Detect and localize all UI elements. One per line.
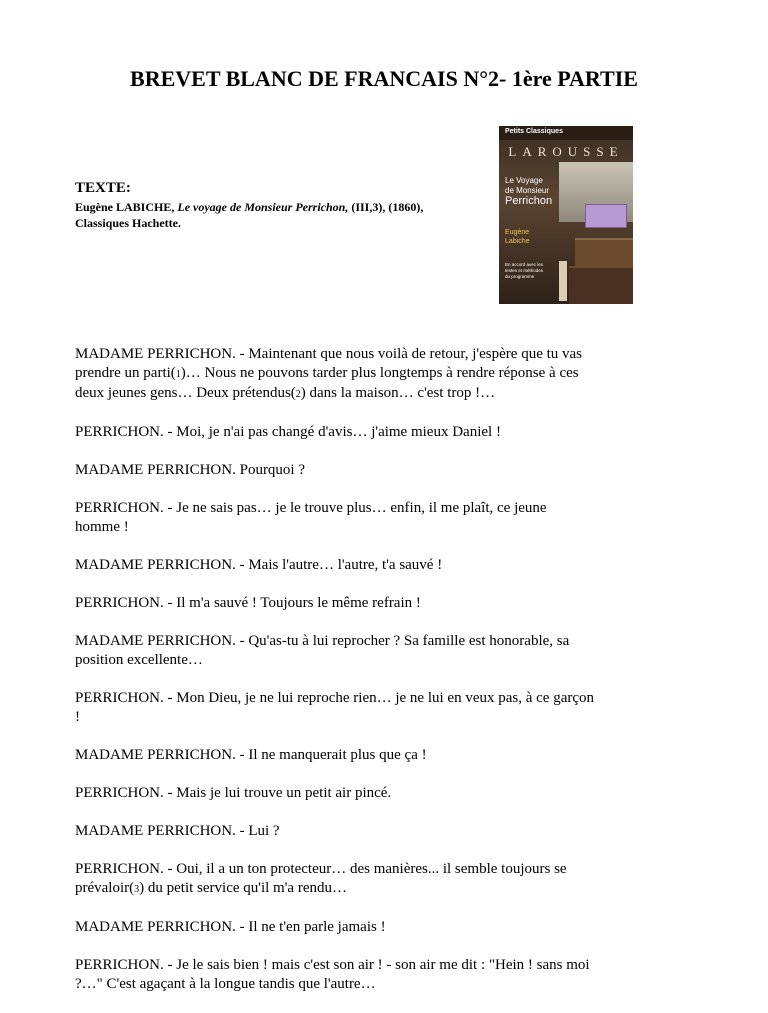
dialogue-line: PERRICHON. - Je ne sais pas… je le trouve plus… enfin, il me plaît, ce jeune homme ! [75,500,547,535]
dialogue-line: MADAME PERRICHON. Pourquoi ? [75,462,306,478]
source-work: Le voyage de Monsieur Perrichon, [177,200,349,214]
dialogue-line: PERRICHON. - Mais je lui trouve un petit air pincé. [75,785,392,801]
book-cover [499,126,633,304]
dialogue-line: MADAME PERRICHON. - Il ne manquerait plus que ça ! [75,747,427,763]
cover-author-last: Labiche [505,238,530,245]
cover-author [505,228,530,246]
page-title: BREVET BLANC DE FRANCAIS N°2- 1ère PARTIE [130,66,638,91]
dialogue-line: MADAME PERRICHON. - Qu'as-tu à lui reprocher ? Sa famille est honorable, sa position excellente… [75,633,570,668]
dialogue-line [75,860,595,899]
dialogue-line-text: PERRICHON. - Oui, il a un ton protecteur… des manières... il semble toujours se prévaloir( [75,861,567,896]
footnote-ref: 1 [175,369,181,380]
dialogue-line: PERRICHON. - Je le sais bien ! mais c'est son air ! - son air me dit : "Hein ! sans moi ?…" C'est agaçant à la longue tandis que l'autre… [75,957,590,992]
source-author: Eugène LABICHE, [75,200,178,214]
source-reference [75,199,475,231]
dialogue-line: PERRICHON. - Moi, je n'ai pas changé d'avis… j'aime mieux Daniel ! [75,424,501,440]
cover-brand: Petits Classiques [505,128,563,135]
dialogue-line-text: MADAME PERRICHON. - Maintenant que nous voilà de retour, j'espère que tu vas prendre un parti( [75,346,583,381]
dialogue-line: MADAME PERRICHON. - Mais l'autre… l'autre, t'a sauvé ! [75,557,443,573]
cover-suitcase [575,238,633,266]
cover-publisher: LAROUSSE [508,144,624,159]
source-details: (III,3), (1860), Classiques Hachette. [75,200,424,230]
cover-trunk [569,266,633,304]
dialogue-line: PERRICHON. - Mon Dieu, je ne lui reproche rien… je ne lui en veux pas, à ce garçon ! [75,690,595,725]
cover-hatbox [585,204,627,228]
cover-title-line: de Monsieur [505,186,550,195]
cover-author-first: Eugène [505,229,530,236]
cover-badge: En accord avec les textes et méthodes du programme [505,262,544,279]
cover-title-line: Perrichon [505,195,553,207]
texte-label: TEXTE: [75,180,131,196]
dialogue-line-text: ) du petit service qu'il m'a rendu… [139,880,347,896]
dialogue-line-text: ) dans la maison… c'est trop !… [300,385,496,401]
cover-label [559,261,567,301]
cover-title-line: Le Voyage [505,176,543,185]
dialogue-line: PERRICHON. - Il m'a sauvé ! Toujours le même refrain ! [75,595,421,611]
dialogue-text [75,345,595,1013]
dialogue-line-text: )… Nous ne pouvons tarder plus longtemps à rendre réponse à ces deux jeunes gens… Deux prétendus( [75,365,579,401]
footnote-ref: 2 [295,389,301,400]
cover-title [505,176,571,206]
dialogue-line [75,345,595,404]
footnote-ref: 3 [134,884,140,895]
dialogue-line: MADAME PERRICHON. - Il ne t'en parle jamais ! [75,919,386,935]
dialogue-line: MADAME PERRICHON. - Lui ? [75,823,280,839]
